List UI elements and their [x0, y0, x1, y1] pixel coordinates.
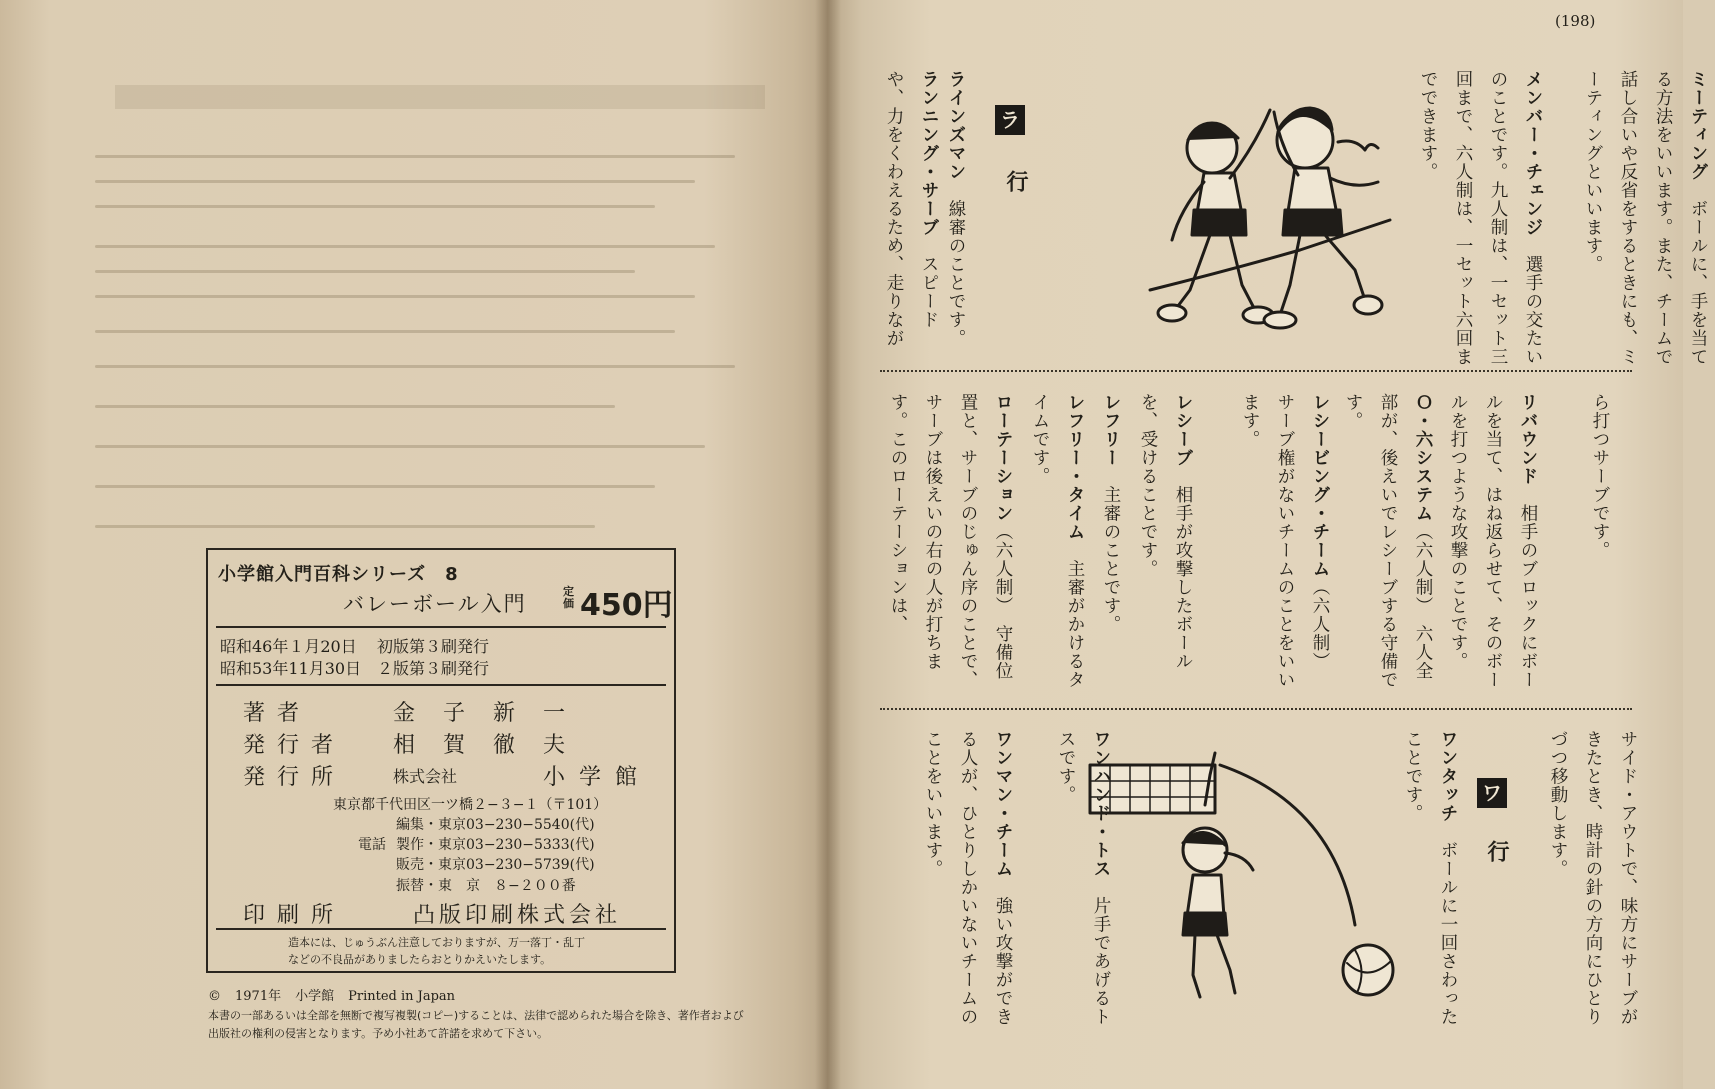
defect-note: 造本には、じゅうぶん注意しておりますが、万一落丁・乱丁などの不良品がありましたらおとりかえいたします。 [288, 936, 585, 966]
entry-receiving-team: レシービング・チーム（六人制） サーブ権がないチームのことをいいます。 [1240, 393, 1330, 689]
entry-rebound: リバウンド 相手のブロックにボールを当て、はね返らせて、そのボールを打つような攻撃のことです。 [1448, 393, 1538, 689]
price: 450円 [580, 588, 673, 623]
left-page [0, 0, 828, 1089]
entry-one-touch: ワンタッチ ボールに一回さわったことです。 [1403, 730, 1458, 1026]
price-label: 定価 [563, 585, 574, 610]
phone-sales: 販売・東京03−230−5739(代) [396, 857, 595, 873]
colophon-box: 小学館入門百科シリーズ 8 バレーボール入門 定価 450円 昭和46年１月20日 初版第３刷発行 昭和53年11月30日 ２版第３刷発行 著者 金子新一 発行者 相賀徹夫 発行所 株式会社 小学館 東京都千代田区一ツ橋２−３−１（〒101） 編集・東京03−230−5540(代) 電話 製作・東京03−230−5333(代) 販売・東京03−230−5739(代) 振替・東 京 ８−２００番 印刷所 凸版印刷株式会社 造本には、じゅうぶん注意しておりますが、万一落丁・乱丁などの不良品がありましたらおとりかえいたします。 [206, 548, 676, 973]
phone-production: 製作・東京03−230−5333(代) [396, 837, 595, 853]
entry-linesman: ラインズマン 線審のことです。 [946, 70, 966, 348]
series-name: 小学館入門百科シリーズ 8 [218, 564, 459, 585]
phone-label: 電話 [358, 837, 386, 853]
book-title: バレーボール入門 [343, 592, 527, 616]
wa-gyo-heading: ワ [1477, 778, 1507, 808]
entry-referee: レフリー 主審のことです。 [1101, 393, 1121, 634]
dotted-divider [880, 708, 1632, 710]
show-through-text [95, 85, 785, 555]
divider [216, 928, 666, 930]
entry-one-hand-toss: ワンハンド・トス 片手であげるトスです。 [1056, 730, 1111, 1026]
entry-meeting: ミーティング ボールに、手を当てる方法をいいます。また、チームで話し合いや反省をするときにも、ミーティングといいます。 [1583, 70, 1708, 366]
book-gutter [815, 0, 841, 1089]
phone-editorial: 編集・東京03−230−5540(代) [396, 817, 595, 833]
entry-rotation: ローテーション（六人制） 守備位置と、サーブのじゅん序のことで、サーブは後えいの右の人が打ちます。このローテーションは、 [888, 393, 1013, 689]
entry-receive: レシーブ 相手が攻撃したボールを、受けることです。 [1138, 393, 1193, 671]
divider [216, 684, 666, 686]
transfer-account: 振替・東 京 ８−２００番 [396, 878, 576, 894]
copyright-line: © 1971年 小学館 Printed in Japan [208, 989, 456, 1004]
entry-one-man-team: ワンマン・チーム 強い攻撃ができる人が、ひとりしかいないチームのことをいいます。 [923, 730, 1013, 1026]
page-number: (198) [1555, 12, 1596, 30]
ra-gyo-heading: ラ [995, 105, 1025, 135]
edition-line: 昭和46年１月20日 初版第３刷発行 [220, 637, 490, 656]
entry-zero-six-system: Ｏ・六システム（六人制） 六人全部が、後えいでレシーブする守備です。 [1343, 393, 1433, 689]
players-high-five-illustration [1150, 70, 1410, 340]
ra-gyo-suffix: 行 [1003, 170, 1028, 192]
entry-member-change: メンバー・チェンジ 選手の交たいのことです。九人制は、一セット三回まで、六人制は、一セット六回までできます。 [1418, 70, 1543, 366]
dotted-divider [880, 370, 1632, 372]
edition-line: 昭和53年11月30日 ２版第３刷発行 [220, 659, 490, 678]
entry-rotation-end: サイド・アウトで、味方にサーブがきたとき、時計の針の方向にひとりづつ移動します。 [1548, 730, 1638, 1026]
rights-notice: 本書の一部あるいは全部を無断で複写複製(コピー)することは、法律で認められた場合を除き、著作者および出版社の権利の侵害となります。予め小社あて許諾を求めて下さい。 [208, 1009, 744, 1040]
address: 東京都千代田区一ツ橋２−３−１（〒101） [333, 797, 608, 813]
entry-referee-time: レフリー・タイム 主審がかけるタイムです。 [1030, 393, 1085, 689]
wa-gyo-suffix: 行 [1484, 840, 1509, 862]
entry-running-serve-end: ら打つサーブです。 [1590, 393, 1610, 560]
divider [216, 626, 666, 628]
player-one-hand-toss-illustration [1085, 735, 1375, 1005]
entry-running-serve: ランニング・サーブ スピードや、力をくわえるため、走りなが [884, 70, 939, 348]
